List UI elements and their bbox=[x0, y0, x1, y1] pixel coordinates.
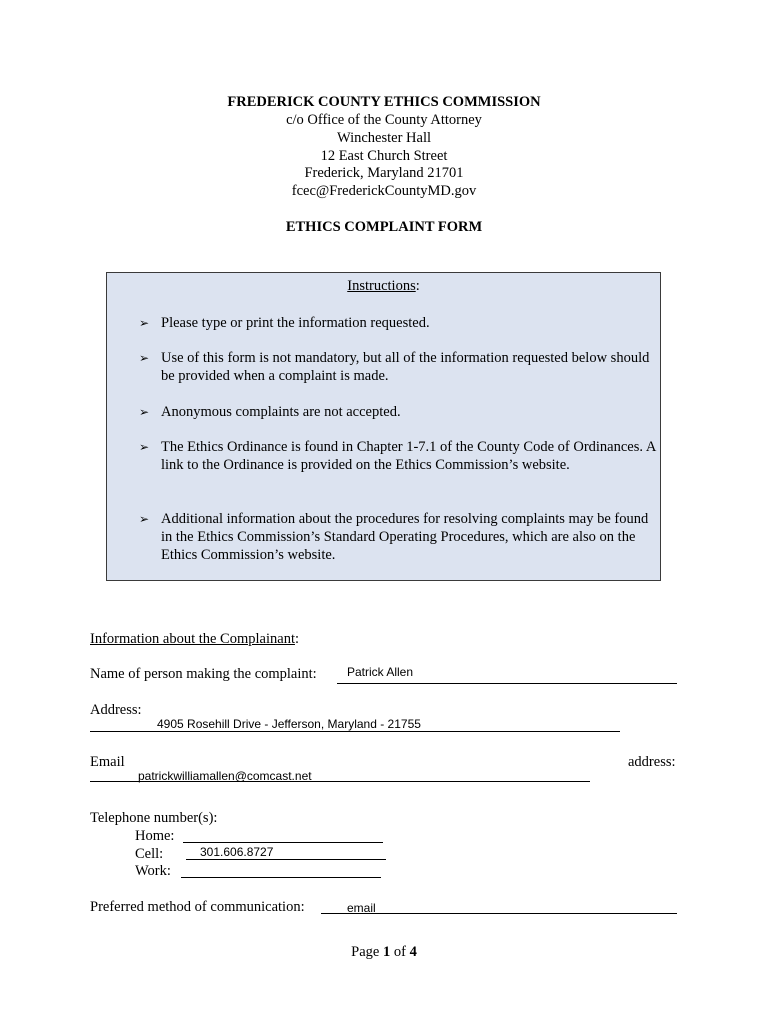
address-line-1: c/o Office of the County Attorney bbox=[286, 112, 482, 128]
contact-email: fcec@FrederickCountyMD.gov bbox=[291, 183, 477, 199]
cell-label: Cell: bbox=[135, 846, 164, 862]
work-label: Work: bbox=[135, 863, 171, 879]
complainant-section-title: Information about the Complainant: bbox=[90, 631, 299, 647]
arrow-bullet-icon: ➢ bbox=[139, 512, 150, 526]
home-underline bbox=[183, 842, 383, 843]
cell-underline bbox=[186, 859, 386, 860]
home-label: Home: bbox=[135, 828, 175, 844]
form-title: ETHICS COMPLAINT FORM bbox=[285, 219, 483, 235]
address-line-2: Winchester Hall bbox=[336, 130, 432, 146]
arrow-bullet-icon: ➢ bbox=[139, 440, 150, 454]
email-label-right: address: bbox=[628, 754, 676, 770]
org-name: FREDERICK COUNTY ETHICS COMMISSION bbox=[227, 94, 541, 110]
name-underline bbox=[337, 683, 677, 684]
phone-label: Telephone number(s): bbox=[90, 810, 218, 826]
email-underline bbox=[90, 781, 590, 782]
address-line-3: 12 East Church Street bbox=[320, 148, 448, 164]
address-field[interactable]: 4905 Rosehill Drive - Jefferson, Maryland - 21755 bbox=[157, 717, 421, 731]
name-label: Name of person making the complaint: bbox=[90, 666, 317, 682]
pref-comm-underline bbox=[321, 913, 677, 914]
pref-comm-field[interactable]: email bbox=[347, 901, 376, 915]
work-underline bbox=[181, 877, 381, 878]
address-underline bbox=[90, 731, 620, 732]
arrow-bullet-icon: ➢ bbox=[139, 316, 150, 330]
address-label: Address: bbox=[90, 702, 142, 718]
instructions-title: Instructions: bbox=[347, 278, 420, 294]
email-label: Email bbox=[90, 754, 125, 770]
email-field[interactable]: patrickwilliamallen@comcast.net bbox=[138, 769, 312, 783]
name-field[interactable]: Patrick Allen bbox=[347, 665, 414, 679]
page-number: Page 1 of 4 bbox=[351, 944, 417, 960]
pref-comm-label: Preferred method of communication: bbox=[90, 899, 305, 915]
cell-phone-field[interactable]: 301.606.8727 bbox=[200, 845, 274, 859]
arrow-bullet-icon: ➢ bbox=[139, 405, 150, 419]
address-line-4: Frederick, Maryland 21701 bbox=[304, 165, 464, 181]
instructions-box: Instructions: ➢ Please type or print the information requested. ➢ Use of this form is not mandatory, but all of the information requested below should be provided when a complaint is made. ➢ Anonymous complaints are not accepted. ➢ The Ethics Ordinance is found in Chapter 1-7.1 of the County Code of Ordinances. A link to the Ordinance is provided on the Ethics Commission’s website. ➢ Additional information about the procedures for resolving complaints may be found in the Ethics Commission’s Standard Operating Procedures, which are also on the Ethics Commission’s website. bbox=[106, 272, 661, 581]
arrow-bullet-icon: ➢ bbox=[139, 351, 150, 365]
